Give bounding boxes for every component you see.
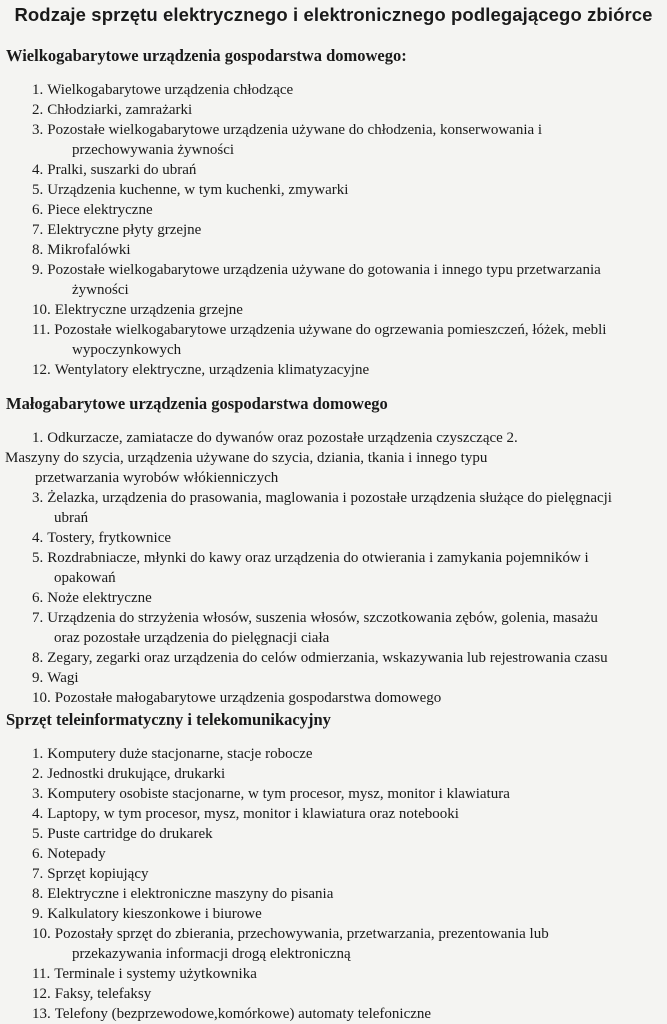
item-number: 3. — [32, 490, 44, 506]
item-number: 5. — [32, 550, 44, 566]
item-text: Odkurzacze, zamiatacze do dywanów oraz pozostałe urządzenia czyszczące 2. — [47, 430, 518, 446]
item-number: 10. — [32, 302, 51, 318]
item-text: Mikrofalówki — [47, 242, 131, 258]
item-text: Piece elektryczne — [47, 202, 153, 218]
item-text: Komputery osobiste stacjonarne, w tym procesor, mysz, monitor i klawiatura — [47, 786, 510, 802]
item-text: Wagi — [47, 670, 79, 686]
item-text-continuation: przekazywania informacji drogą elektroniczną — [72, 946, 351, 962]
item-text: Kalkulatory kieszonkowe i biurowe — [47, 906, 262, 922]
section-heading-large-appliances: Wielkogabarytowe urządzenia gospodarstwa domowego: — [6, 46, 407, 65]
item-number: 2. — [32, 102, 44, 118]
list-item — [0, 804, 667, 824]
item-number: 8. — [32, 242, 44, 258]
list-item — [0, 240, 667, 260]
list-item — [0, 488, 667, 528]
item-number: 6. — [32, 590, 44, 606]
item-text: Notepady — [47, 846, 106, 862]
section-heading-small-appliances: Małogabarytowe urządzenia gospodarstwa domowego — [6, 394, 388, 413]
list-item — [0, 764, 667, 784]
list-item — [0, 884, 667, 904]
item-number: 6. — [32, 846, 44, 862]
item-number: 9. — [32, 670, 44, 686]
item-text: Pozostałe wielkogabarytowe urządzenia używane do ogrzewania pomieszczeń, łóżek, mebli — [54, 322, 607, 338]
item-text: Elektryczne urządzenia grzejne — [54, 302, 243, 318]
item-text: Wielkogabarytowe urządzenia chłodzące — [47, 82, 294, 98]
list-item — [0, 160, 667, 180]
item-text: Tostery, frytkownice — [47, 530, 172, 546]
list-item — [0, 588, 667, 608]
item-number: 8. — [32, 650, 44, 666]
item-number: 4. — [32, 530, 44, 546]
item-text: Elektryczne płyty grzejne — [47, 222, 202, 238]
item-text: Laptopy, w tym procesor, mysz, monitor i klawiatura oraz notebooki — [47, 806, 459, 822]
list-item — [0, 448, 667, 488]
list-item — [0, 964, 667, 984]
list-item — [0, 548, 667, 588]
list-item — [0, 360, 667, 380]
item-text: Rozdrabniacze, młynki do kawy oraz urządzenia do otwierania i zamykania pojemników i — [47, 550, 589, 566]
list-item — [0, 100, 667, 120]
item-text: Maszyny do szycia, urządzenia używane do szycia, dziania, tkania i innego typu — [5, 450, 488, 466]
item-text: Elektryczne i elektroniczne maszyny do pisania — [47, 886, 334, 902]
item-text: Zegary, zegarki oraz urządzenia do celów odmierzania, wskazywania lub rejestrowania czasu — [47, 650, 608, 666]
small-appliances-list — [0, 428, 667, 708]
it-telecom-list — [0, 744, 667, 1024]
item-number: 10. — [32, 926, 51, 942]
item-text: Noże elektryczne — [47, 590, 152, 606]
item-text: Faksy, telefaksy — [54, 986, 152, 1002]
item-text: Żelazka, urządzenia do prasowania, maglowania i pozostałe urządzenia służące do pielęgnacji — [47, 490, 612, 506]
item-number: 10. — [32, 690, 51, 706]
list-item — [0, 528, 667, 548]
list-item — [0, 180, 667, 200]
item-text-continuation: oraz pozostałe urządzenia do pielęgnacji ciała — [54, 630, 330, 646]
list-item — [0, 608, 667, 648]
item-text: Pozostałe wielkogabarytowe urządzenia używane do chłodzenia, konserwowania i — [47, 122, 543, 138]
item-number: 4. — [32, 162, 44, 178]
item-number: 12. — [32, 986, 51, 1002]
item-text: Pozostałe wielkogabarytowe urządzenia używane do gotowania i innego typu przetwarzania — [47, 262, 601, 278]
item-text: Komputery duże stacjonarne, stacje robocze — [47, 746, 313, 762]
item-text-continuation: przechowywania żywności — [72, 142, 235, 158]
item-text: Pralki, suszarki do ubrań — [47, 162, 197, 178]
item-number: 8. — [32, 886, 44, 902]
item-number: 9. — [32, 906, 44, 922]
item-text: Urządzenia do strzyżenia włosów, suszenia włosów, szczotkowania zębów, golenia, masażu — [47, 610, 598, 626]
item-text: Urządzenia kuchenne, w tym kuchenki, zmywarki — [47, 182, 349, 198]
list-item — [0, 428, 667, 448]
list-item — [0, 80, 667, 100]
item-number: 3. — [32, 786, 44, 802]
item-number: 9. — [32, 262, 44, 278]
item-text: Sprzęt kopiujący — [47, 866, 149, 882]
list-item — [0, 648, 667, 668]
item-number: 3. — [32, 122, 44, 138]
list-item — [0, 744, 667, 764]
large-appliances-list — [0, 80, 667, 380]
item-text-continuation: żywności — [72, 282, 129, 298]
item-number: 1. — [32, 746, 44, 762]
list-item — [0, 320, 667, 360]
item-number: 1. — [32, 430, 44, 446]
list-item — [0, 844, 667, 864]
list-item — [0, 904, 667, 924]
item-text-continuation: opakowań — [54, 570, 116, 586]
item-text: Jednostki drukujące, drukarki — [47, 766, 226, 782]
item-number: 7. — [32, 866, 44, 882]
item-number: 7. — [32, 222, 44, 238]
item-number: 7. — [32, 610, 44, 626]
item-text: Telefony (bezprzewodowe,komórkowe) automaty telefoniczne — [54, 1006, 432, 1022]
item-text: Terminale i systemy użytkownika — [54, 966, 257, 982]
item-text: Chłodziarki, zamrażarki — [47, 102, 193, 118]
list-item — [0, 864, 667, 884]
list-item — [0, 1004, 667, 1024]
list-item — [0, 824, 667, 844]
item-text: Wentylatory elektryczne, urządzenia klimatyzacyjne — [54, 362, 370, 378]
list-item — [0, 260, 667, 300]
list-item — [0, 784, 667, 804]
item-number: 6. — [32, 202, 44, 218]
item-number: 13. — [32, 1006, 51, 1022]
item-text-continuation: ubrań — [54, 510, 89, 526]
item-number: 12. — [32, 362, 51, 378]
section-heading-it-telecom: Sprzęt teleinformatyczny i telekomunikacyjny — [6, 710, 331, 729]
page-title: Rodzaje sprzętu elektrycznego i elektronicznego podlegającego zbiórce — [14, 4, 653, 25]
list-item — [0, 200, 667, 220]
list-item — [0, 924, 667, 964]
item-number: 5. — [32, 182, 44, 198]
list-item — [0, 120, 667, 160]
item-text: Puste cartridge do drukarek — [47, 826, 213, 842]
item-text: Pozostały sprzęt do zbierania, przechowywania, przetwarzania, prezentowania lub — [54, 926, 549, 942]
list-item — [0, 688, 667, 708]
item-number: 2. — [32, 766, 44, 782]
item-number: 1. — [32, 82, 44, 98]
list-item — [0, 668, 667, 688]
item-text-continuation: przetwarzania wyrobów włókienniczych — [35, 470, 279, 486]
list-item — [0, 220, 667, 240]
list-item — [0, 984, 667, 1004]
item-number: 11. — [32, 966, 51, 982]
list-item — [0, 300, 667, 320]
item-text: Pozostałe małogabarytowe urządzenia gospodarstwa domowego — [54, 690, 442, 706]
item-text-continuation: wypoczynkowych — [72, 342, 182, 358]
item-number: 4. — [32, 806, 44, 822]
item-number: 11. — [32, 322, 51, 338]
item-number: 5. — [32, 826, 44, 842]
